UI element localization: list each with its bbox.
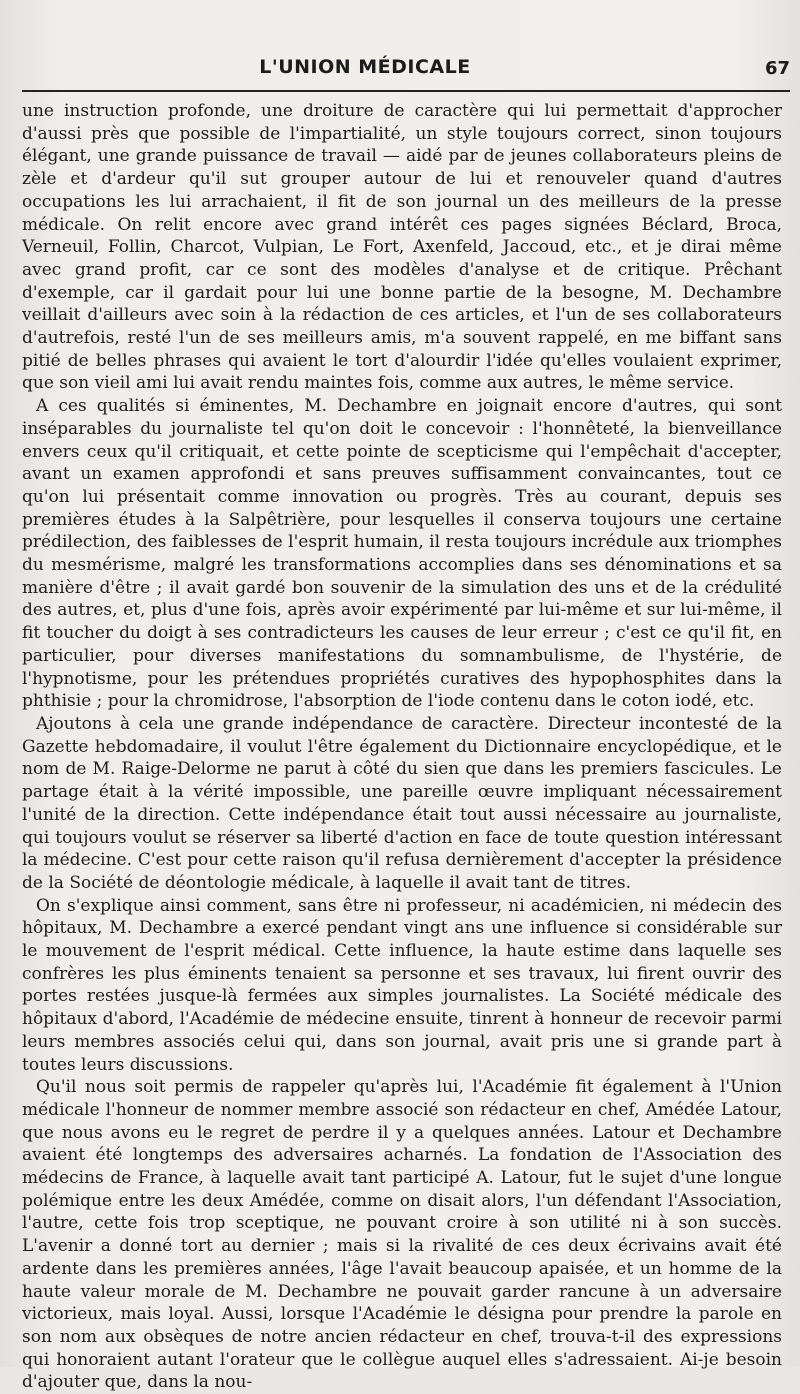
article-body [22,100,782,1394]
paragraph: A ces qualités si éminentes, M. Dechambre en joignait encore d'autres, qui sont inséparables du journaliste tel qu'on doit le concevoir : l'honnêteté, la bienveillance envers ceux qu'il critiquait, et cette pointe de scepticisme qui l'empêchait d'accepter, avant un examen approfondi et sans preuves suffisamment convaincantes, tout ce qu'on lui présentait comme innovation ou progrès. Très au courant, depuis ses premières études à la Salpêtrière, pour lesquelles il conserva toujours une certaine prédilection, des faiblesses de l'esprit humain, il resta toujours incrédule aux triomphes du mesmérisme, malgré les transformations accomplies dans ses dénominations et sa manière d'être ; il avait gardé bon souvenir de la simulation des uns et de la crédulité des autres, et, plus d'une fois, après avoir expérimenté par lui-même et sur lui-même, il fit toucher du doigt à ses contradicteurs les causes de leur erreur ; c'est ce qu'il fit, en particulier, pour diverses manifestations du somnambulisme, de l'hystérie, de l'hypnotisme, pour les prétendues propriétés curatives des hypophosphites dans la phthisie ; pour la chromidrose, l'absorption de l'iode contenu dans le coton iodé, etc. [22,396,782,712]
running-head: L'UNION MÉDICALE [259,56,471,78]
page-number: 67 [764,58,790,79]
header-rule [22,90,790,92]
page-header [22,50,790,86]
paragraph: On s'explique ainsi comment, sans être ni professeur, ni académicien, ni médecin des hôpitaux, M. Dechambre a exercé pendant vingt ans une influence si considérable sur le mouvement de l'esprit médical. Cette influence, la haute estime dans laquelle ses confrères les plus éminents tenaient sa personne et ses travaux, lui firent ouvrir des portes restées jusque-là fermées aux simples journalistes. La Société médicale des hôpitaux d'abord, l'Académie de médecine ensuite, tinrent à honneur de recevoir parmi leurs membres associés celui qui, dans son journal, avait pris une si grande part à toutes leurs discussions. [22,895,782,1075]
paragraph: une instruction profonde, une droiture de caractère qui lui permettait d'approcher d'aussi près que possible de l'impartialité, un style toujours correct, sinon toujours élégant, une grande puissance de travail — aidé par de jeunes collaborateurs pleins de zèle et d'ardeur qu'il sut grouper autour de lui et renouveler quand d'autres occupations les lui arrachaient, il fit de son journal un des meilleurs de la presse médicale. On relit encore avec grand intérêt ces pages signées Béclard, Broca, Verneuil, Follin, Charcot, Vulpian, Le Fort, Axenfeld, Jaccoud, etc., et je dirai même avec grand profit, car ce sont des modèles d'analyse et de critique. Prêchant d'exemple, car il gardait pour lui une bonne partie de la besogne, M. Dechambre veillait d'ailleurs avec soin à la rédaction de ces articles, et l'un de ses collaborateurs d'autrefois, resté l'un de ses meilleurs amis, m'a souvent rappelé, en me biffant sans pitié de belles phrases qui avaient le tort d'alourdir l'idée qu'elles voulaient exprimer, que son vieil ami lui avait rendu maintes fois, comme aux autres, le même service. [22,101,782,394]
paragraph: Ajoutons à cela une grande indépendance de caractère. Directeur incontesté de la Gazette hebdomadaire, il voulut l'être également du Dictionnaire encyclopédique, et le nom de M. Raige-Delorme ne parut à côté du sien que dans les premiers fascicules. Le partage était à la vérité impossible, une pareille œuvre impliquant nécessairement l'unité de la direction. Cette indépendance était tout aussi nécessaire au journaliste, qui toujours voulut se réserver sa liberté d'action en face de toute question intéressant la médecine. C'est pour cette raison qu'il refusa dernièrement d'accepter la présidence de la Société de déontologie médicale, à laquelle il avait tant de titres. [22,713,782,893]
paragraph: Qu'il nous soit permis de rappeler qu'après lui, l'Académie fit également à l'Union médicale l'honneur de nommer membre associé son rédacteur en chef, Amédée Latour, que nous avons eu le regret de perdre il y a quelques années. Latour et Dechambre avaient été longtemps des adversaires acharnés. La fondation de l'Association des médecins de France, à laquelle avait tant participé A. Latour, fut le sujet d'une longue polémique entre les deux Amédée, comme on disait alors, l'un défendant l'Association, l'autre, cette fois trop sceptique, ne pouvant croire à son utilité ni à son succès. L'avenir a donné tort au dernier ; mais si la rivalité de ces deux écrivains avait été ardente dans les premières années, l'âge l'avait beaucoup apaisée, et un homme de la haute valeur morale de M. Dechambre ne pouvait garder rancune à un adversaire victorieux, mais loyal. Aussi, lorsque l'Académie le désigna pour prendre la parole en son nom aux obsèques de notre ancien rédacteur en chef, trouva-t-il des expressions qui honoraient autant l'orateur que le collègue auquel elles s'adressaient. Ai-je besoin d'ajouter que, dans la nou- [22,1077,782,1393]
